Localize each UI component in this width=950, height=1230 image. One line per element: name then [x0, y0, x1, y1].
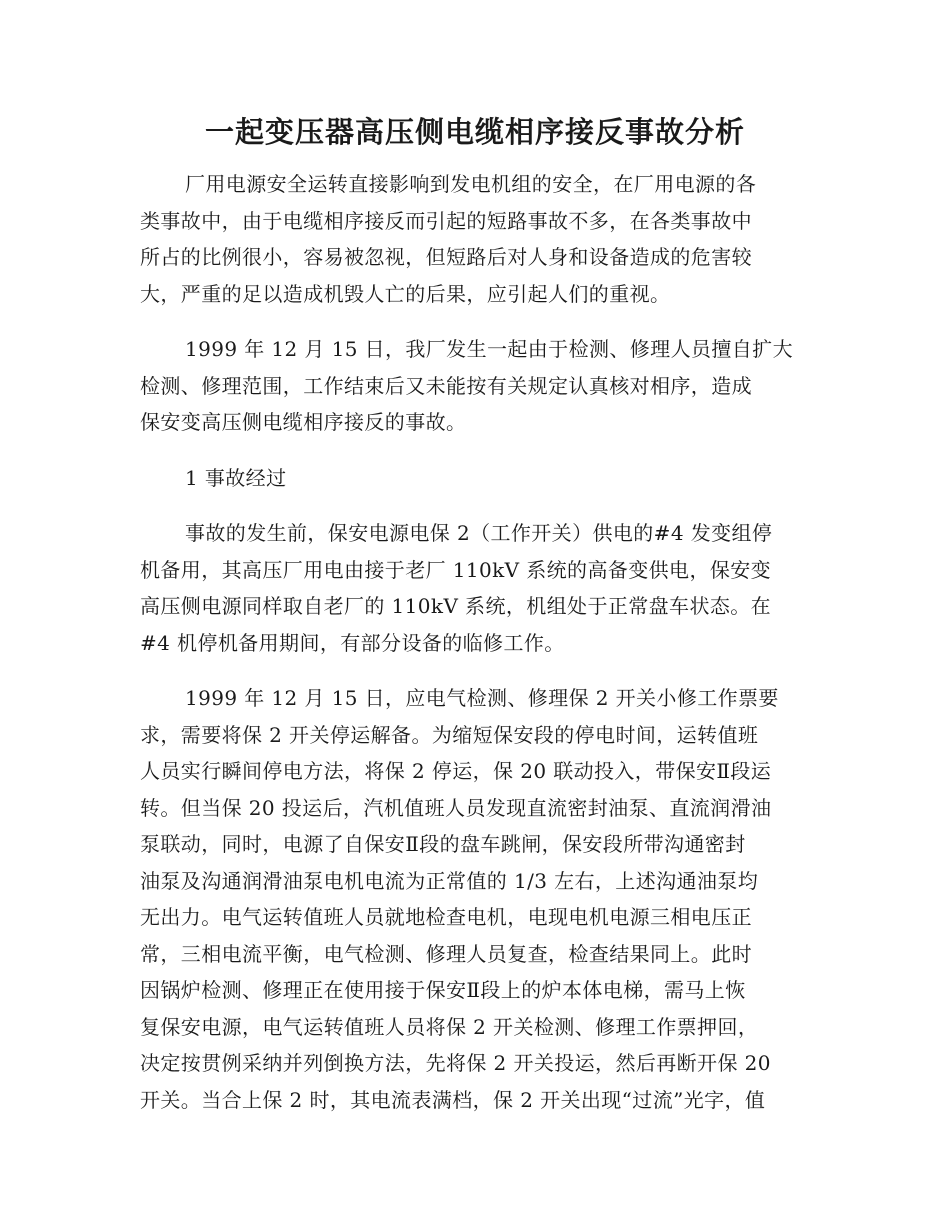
paragraph-incident-process: [140, 680, 816, 1118]
paragraph-before-incident: [140, 515, 816, 661]
text-line: 检测、修理范围，工作结束后又未能按有关规定认真核对相序，造成: [140, 373, 752, 398]
paragraph-intro: [140, 166, 816, 312]
text-line: 复保安电源，电气运转值班人员将保 2 开关检测、修理工作票押回，: [140, 1014, 759, 1039]
text-line: 油泵及沟通润滑油泵电机电流为正常值的 1/3 左右，上述沟通油泵均: [140, 868, 759, 893]
text-line: 人员实行瞬间停电方法，将保 2 停运，保 20 联动投入，带保安Ⅱ段运: [140, 759, 772, 783]
section-heading: [140, 460, 816, 497]
text-line: 保安变高压侧电缆相序接反的事故。: [140, 410, 467, 434]
text-line: 高压侧电源同样取自老厂的 110kV 系统，机组处于正常盘车状态。在: [140, 594, 772, 618]
text-line: 常，三相电流平衡，电气检测、修理人员复查，检查结果同上。此时: [140, 941, 752, 966]
text-line: #4 机停机备用期间，有部分设备的临修工作。: [140, 630, 565, 655]
text-line: 机备用，其高压厂用电由接于老厂 110kV 系统的高备变供电，保安变: [140, 557, 772, 582]
text-line: 转。但当保 20 投运后，汽机值班人员发现直流密封油泵、直流润滑油: [140, 795, 772, 820]
text-line: 厂用电源安全运转直接影响到发电机组的安全，在厂用电源的各: [185, 172, 757, 196]
text-line: 所占的比例很小，容易被忽视，但短路后对人身和设备造成的危害较: [140, 245, 752, 269]
text-line: 泵联动，同时，电源了自保安Ⅱ段的盘车跳闸，保安段所带沟通密封: [140, 832, 746, 856]
text-line: 开关。当合上保 2 时，其电流表满档，保 2 开关出现“过流”光字，值: [140, 1087, 766, 1112]
document-title: 一起变压器高压侧电缆相序接反事故分析: [204, 115, 745, 149]
text-line: 因锅炉检测、修理正在使用接于保安Ⅱ段上的炉本体电梯，需马上恢: [140, 978, 746, 1002]
section-heading-text: 1 事故经过: [185, 465, 287, 490]
paragraph-incident-date: [140, 331, 816, 441]
text-line: 决定按贯例采纳并列倒换方法，先将保 2 开关投运，然后再断开保 20: [140, 1051, 771, 1075]
text-line: 类事故中，由于电缆相序接反而引起的短路事故不多，在各类事故中: [140, 208, 752, 233]
text-line: 大，严重的足以造成机毁人亡的后果，应引起人们的重视。: [140, 281, 671, 306]
text-line: 无出力。电气运转值班人员就地检查电机，电现电机电源三相电压正: [140, 905, 752, 929]
document-body: [140, 166, 816, 1137]
text-line: 1999 年 12 月 15 日，我厂发生一起由于检测、修理人员擅自扩大: [185, 337, 793, 361]
text-line: 事故的发生前，保安电源电保 2（工作开关）供电的#4 发变组停: [185, 521, 773, 545]
text-line: 求，需要将保 2 开关停运解备。为缩短保安段的停电时间，运转值班: [140, 722, 759, 747]
text-line: 1999 年 12 月 15 日，应电气检测、修理保 2 开关小修工作票要: [185, 686, 779, 710]
